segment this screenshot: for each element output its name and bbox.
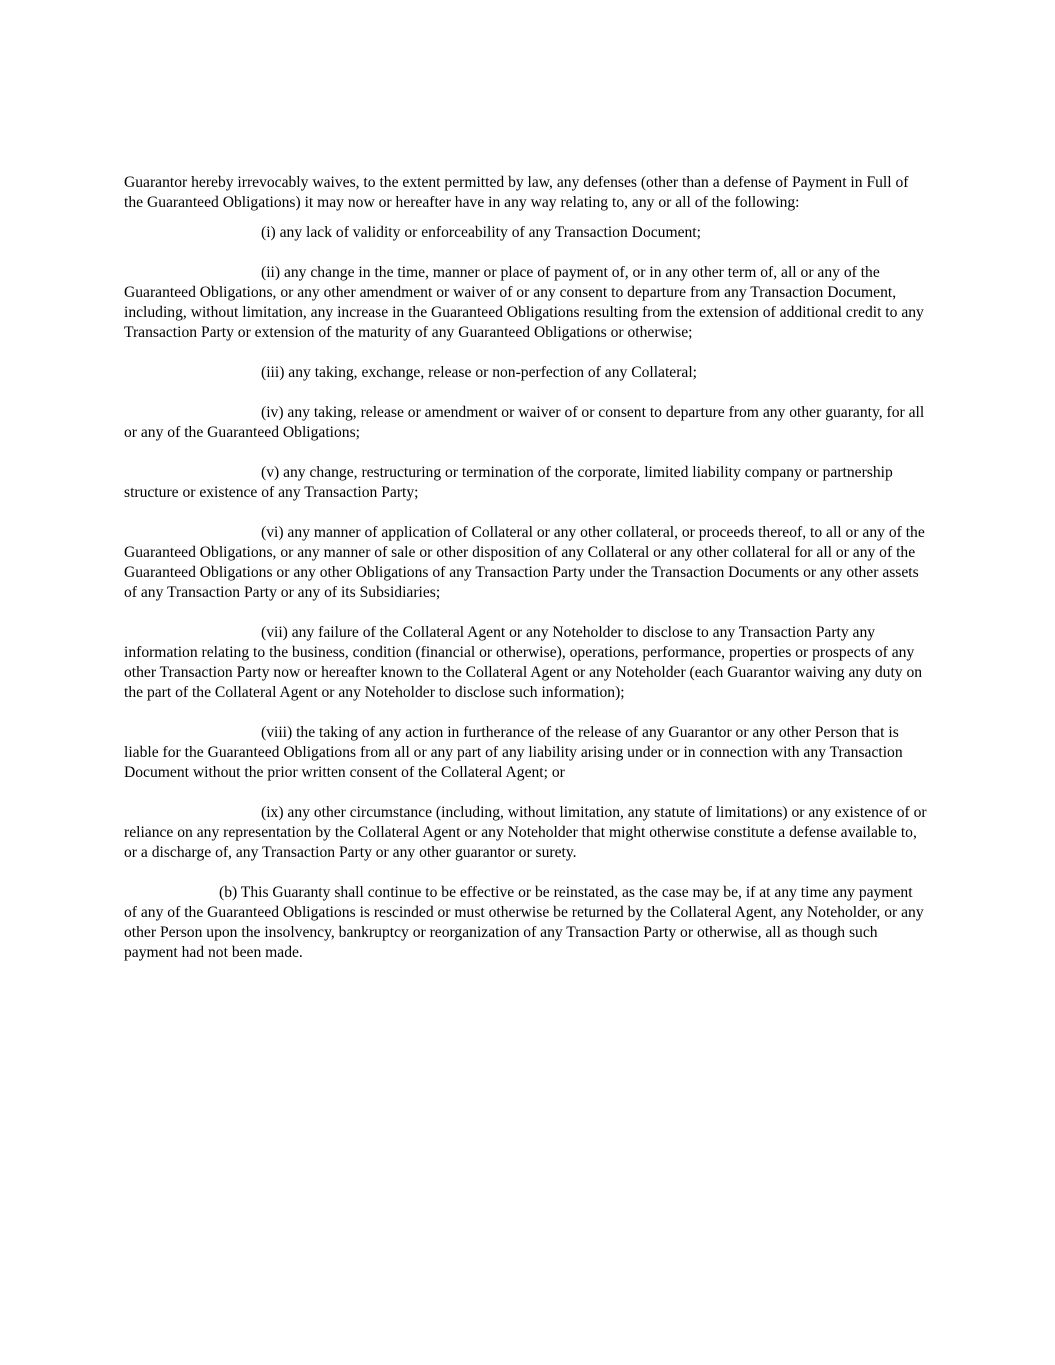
clause-v: (v) any change, restructuring or termination of the corporate, limited liability company or partnership structure or existence of any Transaction Party; (124, 464, 893, 501)
clause-iv: (iv) any taking, release or amendment or waiver of or consent to departure from any other guaranty, for all or any of the Guaranteed Obligations; (124, 404, 925, 441)
clause-iii: (iii) any taking, exchange, release or non-perfection of any Collateral; (261, 364, 698, 381)
document-page (124, 173, 927, 983)
clause-viii: (viii) the taking of any action in furtherance of the release of any Guarantor or any other Person that is liable for the Guaranteed Obligations from all or any part of any liability arising under or in connection with any Transaction Document without the prior written consent of the Collateral Agent; or (124, 724, 903, 781)
clause-i: (i) any lack of validity or enforceability of any Transaction Document; (261, 224, 701, 241)
clause-ix: (ix) any other circumstance (including, without limitation, any statute of limitations) or any existence of or reliance on any representation by the Collateral Agent or any Noteholder that might otherwise constitute a defense available to, or a discharge of, any Transaction Party or any other guarantor or surety. (124, 804, 927, 861)
intro-paragraph: Guarantor hereby irrevocably waives, to the extent permitted by law, any defenses (other than a defense of Payment in Full of the Guaranteed Obligations) it may now or hereafter have in any way relating to, any or all of the following: (124, 174, 909, 211)
clause-vi: (vi) any manner of application of Collateral or any other collateral, or proceeds thereof, to all or any of the Guaranteed Obligations, or any manner of sale or other disposition of any Collateral or any other collateral for all or any of the Guaranteed Obligations or any other Obligations of any Transaction Party under the Transaction Documents or any other assets of any Transaction Party or any of its Subsidiaries; (124, 524, 925, 601)
clause-vii: (vii) any failure of the Collateral Agent or any Noteholder to disclose to any Transaction Party any information relating to the business, condition (financial or otherwise), operations, performance, properties or prospects of any other Transaction Party now or hereafter known to the Collateral Agent or any Noteholder (each Guarantor waiving any duty on the part of the Collateral Agent or any Noteholder to disclose such information); (124, 624, 923, 701)
clause-ii: (ii) any change in the time, manner or place of payment of, or in any other term of, all or any of the Guaranteed Obligations, or any other amendment or waiver of or any consent to departure from any Transaction Document, including, without limitation, any increase in the Guaranteed Obligations resulting from the extension of additional credit to any Transaction Party or extension of the maturity of any Guaranteed Obligations or otherwise; (124, 264, 924, 341)
section-b-paragraph: (b) This Guaranty shall continue to be effective or be reinstated, as the case may be, if at any time any payment of any of the Guaranteed Obligations is rescinded or must otherwise be returned by the Collateral Agent, any Noteholder, or any other Person upon the insolvency, bankruptcy or reorganization of any Transaction Party or otherwise, all as though such payment had not been made. (124, 884, 924, 961)
